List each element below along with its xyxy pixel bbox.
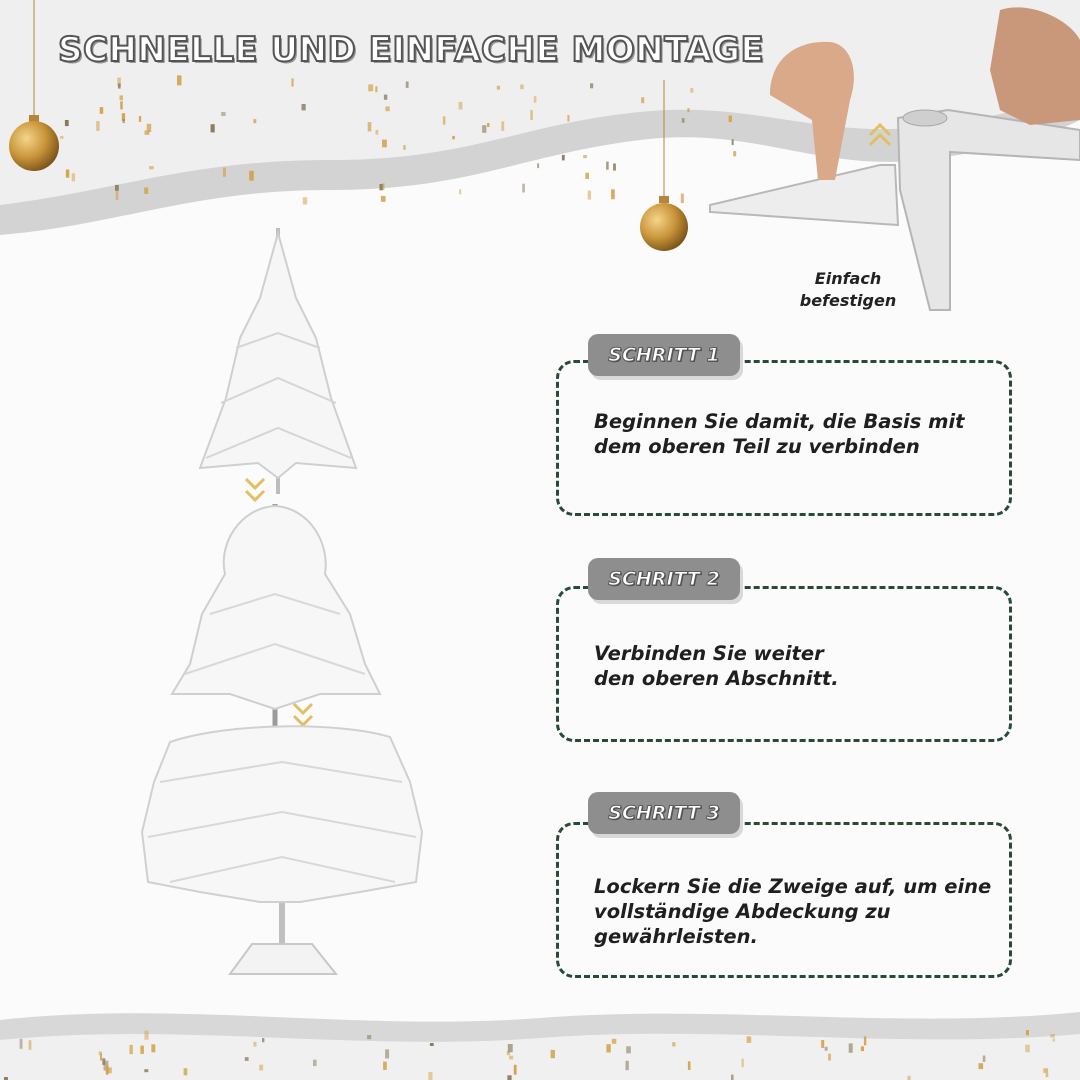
confetti-piece	[120, 101, 122, 109]
confetti-piece	[221, 112, 225, 116]
confetti-piece	[825, 1047, 828, 1051]
base-caption-line: befestigen	[799, 291, 897, 310]
confetti-piece	[430, 1043, 434, 1046]
confetti-piece	[149, 166, 154, 169]
confetti-piece	[828, 1054, 831, 1061]
confetti-piece	[1026, 1030, 1029, 1035]
step-2-text-line: den oberen Abschnitt.	[594, 667, 839, 690]
confetti-piece	[530, 110, 533, 120]
step-2-text-line: Verbinden Sie weiter	[594, 642, 824, 665]
confetti-piece	[522, 184, 525, 193]
confetti-piece	[383, 1062, 387, 1070]
confetti-piece	[861, 1046, 864, 1051]
step-1-text-line: dem oberen Teil zu verbinden	[594, 435, 920, 458]
confetti-piece	[585, 173, 589, 179]
confetti-piece	[534, 96, 537, 103]
headline: SCHNELLE UND EINFACHE MONTAGE	[58, 30, 765, 70]
confetti-piece	[588, 191, 591, 200]
confetti-piece	[245, 1057, 249, 1061]
confetti-piece	[459, 102, 463, 110]
confetti-piece	[367, 1035, 371, 1039]
tree-top-section	[196, 228, 358, 496]
confetti-piece	[385, 106, 389, 111]
confetti-piece	[567, 115, 569, 122]
confetti-piece	[177, 75, 182, 85]
confetti-piece	[139, 116, 141, 122]
confetti-piece	[507, 1075, 511, 1080]
confetti-piece	[123, 119, 125, 123]
confetti-piece	[606, 162, 609, 170]
confetti-piece	[66, 170, 69, 178]
confetti-piece	[29, 1040, 32, 1050]
confetti-piece	[249, 171, 254, 181]
confetti-piece	[1025, 1045, 1030, 1053]
confetti-piece	[452, 136, 455, 139]
step-2-tab	[588, 558, 740, 600]
confetti-piece	[65, 120, 69, 126]
confetti-piece	[259, 1065, 263, 1071]
confetti-piece	[747, 1036, 752, 1043]
step-2-text	[594, 641, 1004, 691]
gold-ornament-icon	[636, 80, 692, 256]
confetti-piece	[487, 123, 489, 127]
confetti-piece	[428, 1072, 432, 1080]
double-chevron-down-icon	[244, 475, 266, 507]
step-3-text	[594, 874, 1004, 949]
confetti-piece	[613, 164, 616, 171]
confetti-piece	[508, 1044, 513, 1052]
confetti-piece	[184, 1068, 188, 1075]
confetti-piece	[821, 1040, 824, 1048]
confetti-piece	[1043, 1068, 1048, 1073]
confetti-piece	[626, 1046, 631, 1053]
confetti-piece	[381, 196, 386, 202]
confetti-piece	[520, 85, 524, 90]
confetti-piece	[443, 116, 446, 124]
tree-stand	[230, 944, 336, 974]
confetti-piece	[459, 189, 461, 194]
confetti-piece	[116, 191, 119, 200]
step-1-text	[594, 409, 1004, 459]
confetti-piece	[864, 1036, 866, 1045]
confetti-piece	[151, 1044, 155, 1052]
step-3-label: SCHRITT 3	[608, 802, 720, 824]
confetti-piece	[583, 155, 587, 158]
confetti-piece	[302, 104, 306, 110]
confetti-piece	[537, 163, 539, 168]
step-2-label: SCHRITT 2	[608, 568, 720, 590]
base-caption	[790, 268, 906, 312]
confetti-piece	[368, 84, 373, 91]
confetti-piece	[291, 78, 293, 86]
confetti-piece	[742, 1059, 744, 1068]
confetti-piece	[551, 1050, 555, 1058]
confetti-piece	[100, 1054, 102, 1061]
confetti-piece	[144, 1031, 148, 1040]
step-1-text-line: Beginnen Sie damit, die Basis mit	[594, 410, 965, 433]
confetti-piece	[211, 124, 215, 132]
confetti-piece	[223, 168, 226, 177]
confetti-piece	[983, 1056, 986, 1062]
confetti-piece	[115, 185, 119, 191]
confetti-piece	[1046, 1073, 1049, 1077]
confetti-piece	[144, 1069, 148, 1072]
confetti-piece	[672, 1042, 675, 1046]
step-3-text-line: gewährleisten.	[594, 925, 758, 948]
confetti-piece	[100, 107, 104, 114]
confetti-piece	[384, 95, 387, 100]
bottom-white-wave	[0, 1034, 1080, 1080]
confetti-piece	[382, 140, 387, 148]
confetti-piece	[849, 1043, 853, 1052]
confetti-piece	[612, 1039, 617, 1044]
confetti-piece	[382, 183, 384, 190]
step-3-tab	[588, 792, 740, 834]
confetti-piece	[908, 1076, 911, 1080]
confetti-piece	[375, 86, 377, 92]
confetti-piece	[482, 125, 486, 133]
confetti-piece	[406, 82, 409, 88]
confetti-piece	[590, 83, 593, 88]
confetti-piece	[303, 197, 307, 204]
confetti-piece	[313, 1060, 317, 1066]
tree-bottom-section	[140, 722, 424, 978]
step-3-text-line: vollständige Abdeckung zu	[594, 900, 891, 923]
confetti-piece	[107, 1067, 112, 1073]
confetti-piece	[368, 122, 372, 131]
confetti-piece	[731, 1075, 734, 1080]
tree-middle-section	[170, 504, 382, 728]
base-caption-line: Einfach	[814, 269, 882, 288]
confetti-piece	[1053, 1039, 1055, 1042]
confetti-piece	[147, 124, 152, 132]
tree-base-illustration	[700, 0, 1080, 312]
confetti-piece	[509, 1056, 513, 1060]
confetti-piece	[262, 1038, 264, 1042]
confetti-piece	[140, 1046, 144, 1054]
confetti-piece	[144, 187, 148, 194]
confetti-piece	[562, 155, 565, 161]
confetti-piece	[688, 1061, 691, 1070]
confetti-piece	[497, 86, 500, 90]
gold-ornament-icon	[6, 0, 62, 176]
step-3-text-line: Lockern Sie die Zweige auf, um eine	[594, 875, 992, 898]
confetti-piece	[501, 121, 504, 131]
confetti-piece	[606, 1044, 610, 1052]
step-1-label: SCHRITT 1	[608, 344, 720, 366]
confetti-piece	[72, 173, 75, 181]
confetti-piece	[403, 145, 405, 150]
confetti-piece	[253, 1042, 256, 1047]
confetti-piece	[376, 130, 379, 135]
confetti-piece	[253, 119, 256, 123]
double-chevron-up-icon	[870, 125, 890, 145]
confetti-piece	[385, 1049, 389, 1058]
confetti-piece	[1050, 1034, 1055, 1038]
confetti-piece	[514, 1065, 517, 1075]
confetti-piece	[120, 95, 124, 100]
confetti-piece	[118, 84, 121, 89]
confetti-piece	[130, 1045, 133, 1054]
confetti-piece	[96, 121, 99, 131]
confetti-piece	[626, 1061, 629, 1070]
step-1-tab	[588, 334, 740, 376]
confetti-piece	[20, 1039, 23, 1049]
confetti-piece	[611, 189, 615, 199]
confetti-piece	[979, 1063, 984, 1069]
